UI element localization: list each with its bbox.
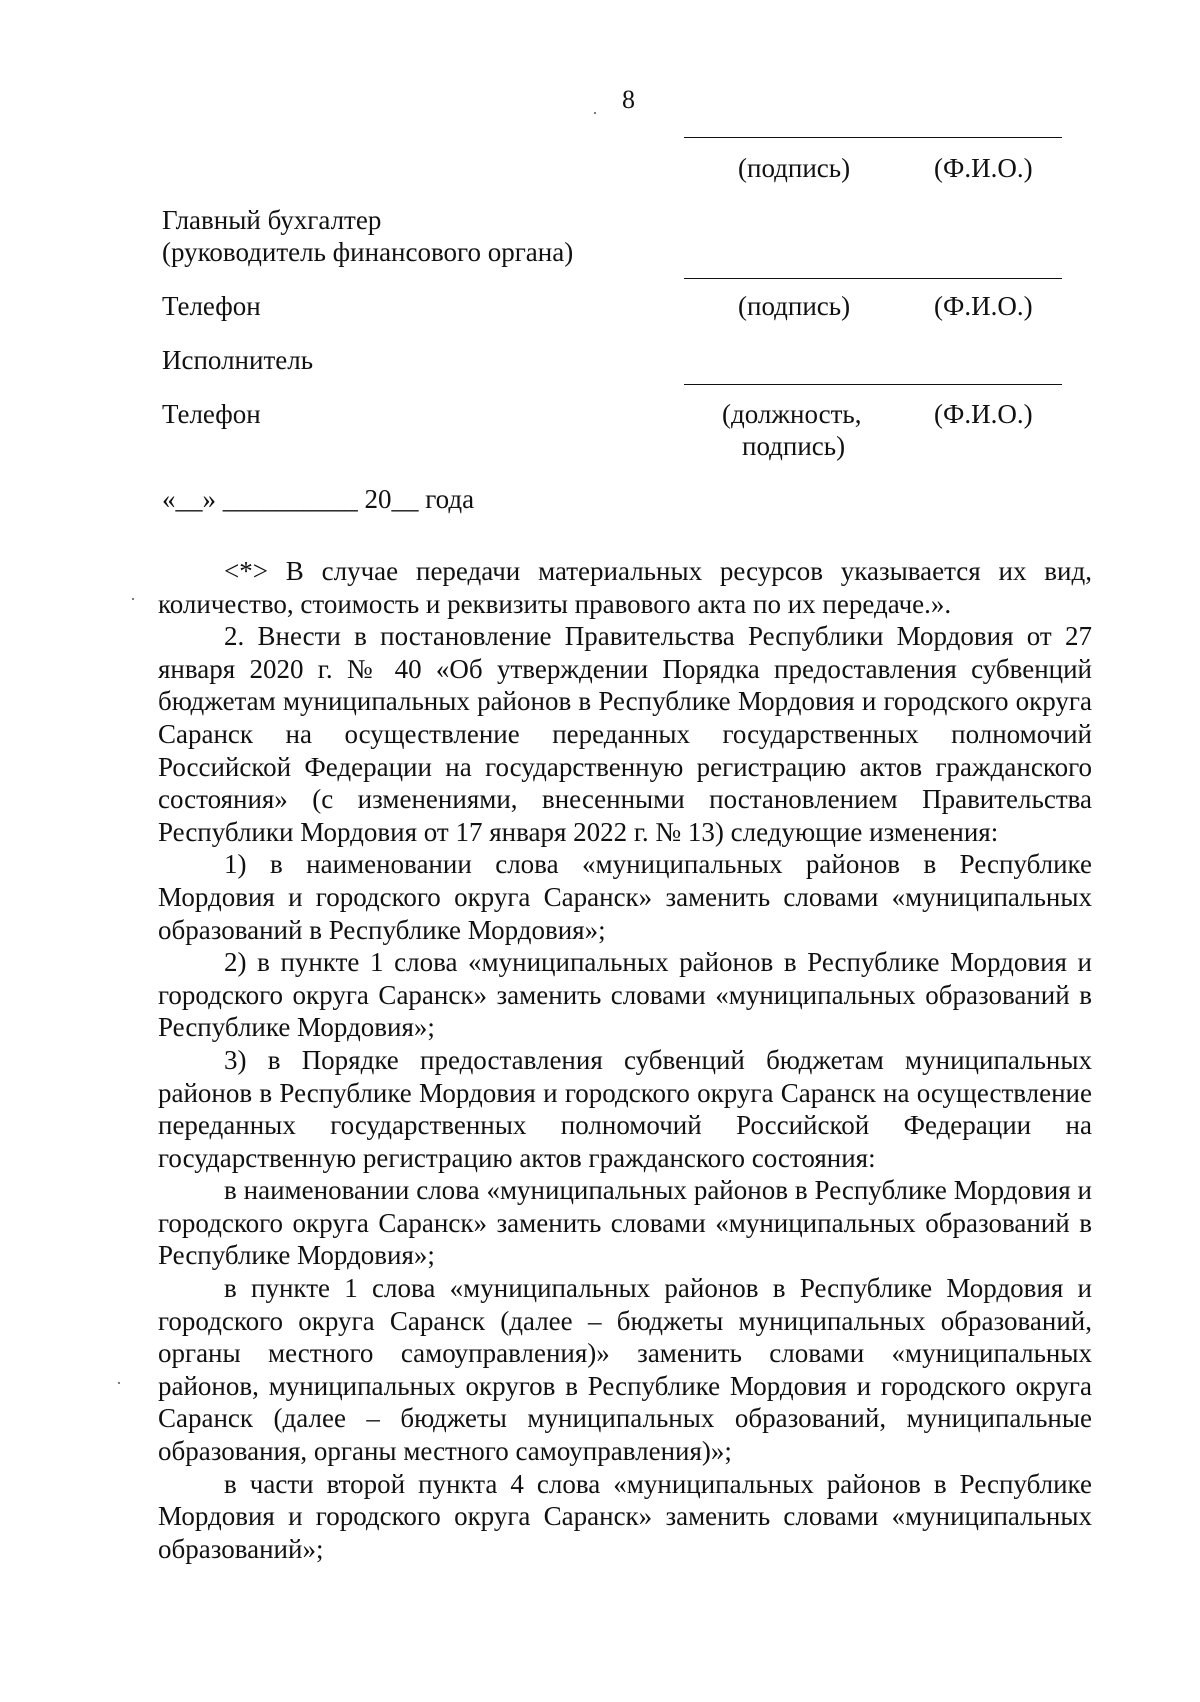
caption-signature-1: (подпись) [738,153,851,183]
scan-speck [132,598,134,600]
caption-signature-2: (подпись) [738,291,851,321]
page-number: 8 [622,85,635,114]
body-text [158,555,1092,1565]
signature-line-2 [684,278,1062,279]
phone-label-1: Телефон [162,291,261,321]
paragraph-subitem-1: 1) в наименовании слова «муниципальных районов в Республике Мордовия и городского округа Саранск» заменить словами «муниципальных образований в Республике Мордовия»; [158,849,1092,945]
chief-accountant-title: Главный бухгалтер [162,205,382,235]
paragraph-amend-title: в наименовании слова «муниципальных районов в Республике Мордовия и городского округа Саранск» заменить словами «муниципальных образований в Республике Мордовия»; [158,1175,1092,1271]
scan-speck [594,112,596,114]
paragraph-item-2: 2. Внести в постановление Правительства Республики Мордовия от 27 января 2020 г. № 40 «Об утверждении Порядка предоставления субвенций бюджетам муниципальных районов в Республике Мордовия и городского округа Саранск на осуществление переданных государственных полномочий Российской Федерации на государственную регистрацию актов гражданского состояния» (с изменениями, внесенными постановлением Правительства Республики Мордовия от 17 января 2022 г. № 13) следующие изменения: [158,621,1092,847]
caption-position-2: подпись) [742,431,846,461]
paragraph-subitem-2: 2) в пункте 1 слова «муниципальных районов в Республике Мордовия и городского округа Саранск» заменить словами «муниципальных образований в Республике Мордовия»; [158,947,1092,1043]
date-line: «__» __________ 20__ года [162,484,475,514]
paragraph-amend-point-1: в пункте 1 слова «муниципальных районов в Республике Мордовия и городского округа Саранск (далее – бюджеты муниципальных образований, органы местного самоуправления)» заменить словами «муниципальных районов, муниципальных округов в Республике Мордовия и городского округа Саранск (далее – бюджеты муниципальных образований, муниципальные образования, органы местного самоуправления)»; [158,1273,1092,1467]
caption-name-3: (Ф.И.О.) [934,399,1033,429]
footnote-paragraph: <*> В случае передачи материальных ресурсов указывается их вид, количество, стоимость и реквизиты правового акта по их передаче.». [158,556,1092,619]
paragraph-subitem-3: 3) в Порядке предоставления субвенций бюджетам муниципальных районов в Республике Мордовия и городского округа Саранск на осуществление переданных государственных полномочий Российской Федерации на государственную регистрацию актов гражданского состояния: [158,1044,1092,1173]
phone-label-2: Телефон [162,399,261,429]
executor-label: Исполнитель [162,345,314,375]
signature-line-3 [684,384,1062,385]
scan-speck [118,1382,120,1384]
caption-name-2: (Ф.И.О.) [934,291,1033,321]
caption-position-1: (должность, [722,399,862,429]
paragraph-amend-point-4: в части второй пункта 4 слова «муниципальных районов в Республике Мордовия и городского округа Саранск» заменить словами «муниципальных образований»; [158,1468,1092,1564]
caption-name-1: (Ф.И.О.) [934,153,1033,183]
chief-accountant-subtitle: (руководитель финансового органа) [162,237,574,267]
signature-line-1 [684,137,1062,138]
